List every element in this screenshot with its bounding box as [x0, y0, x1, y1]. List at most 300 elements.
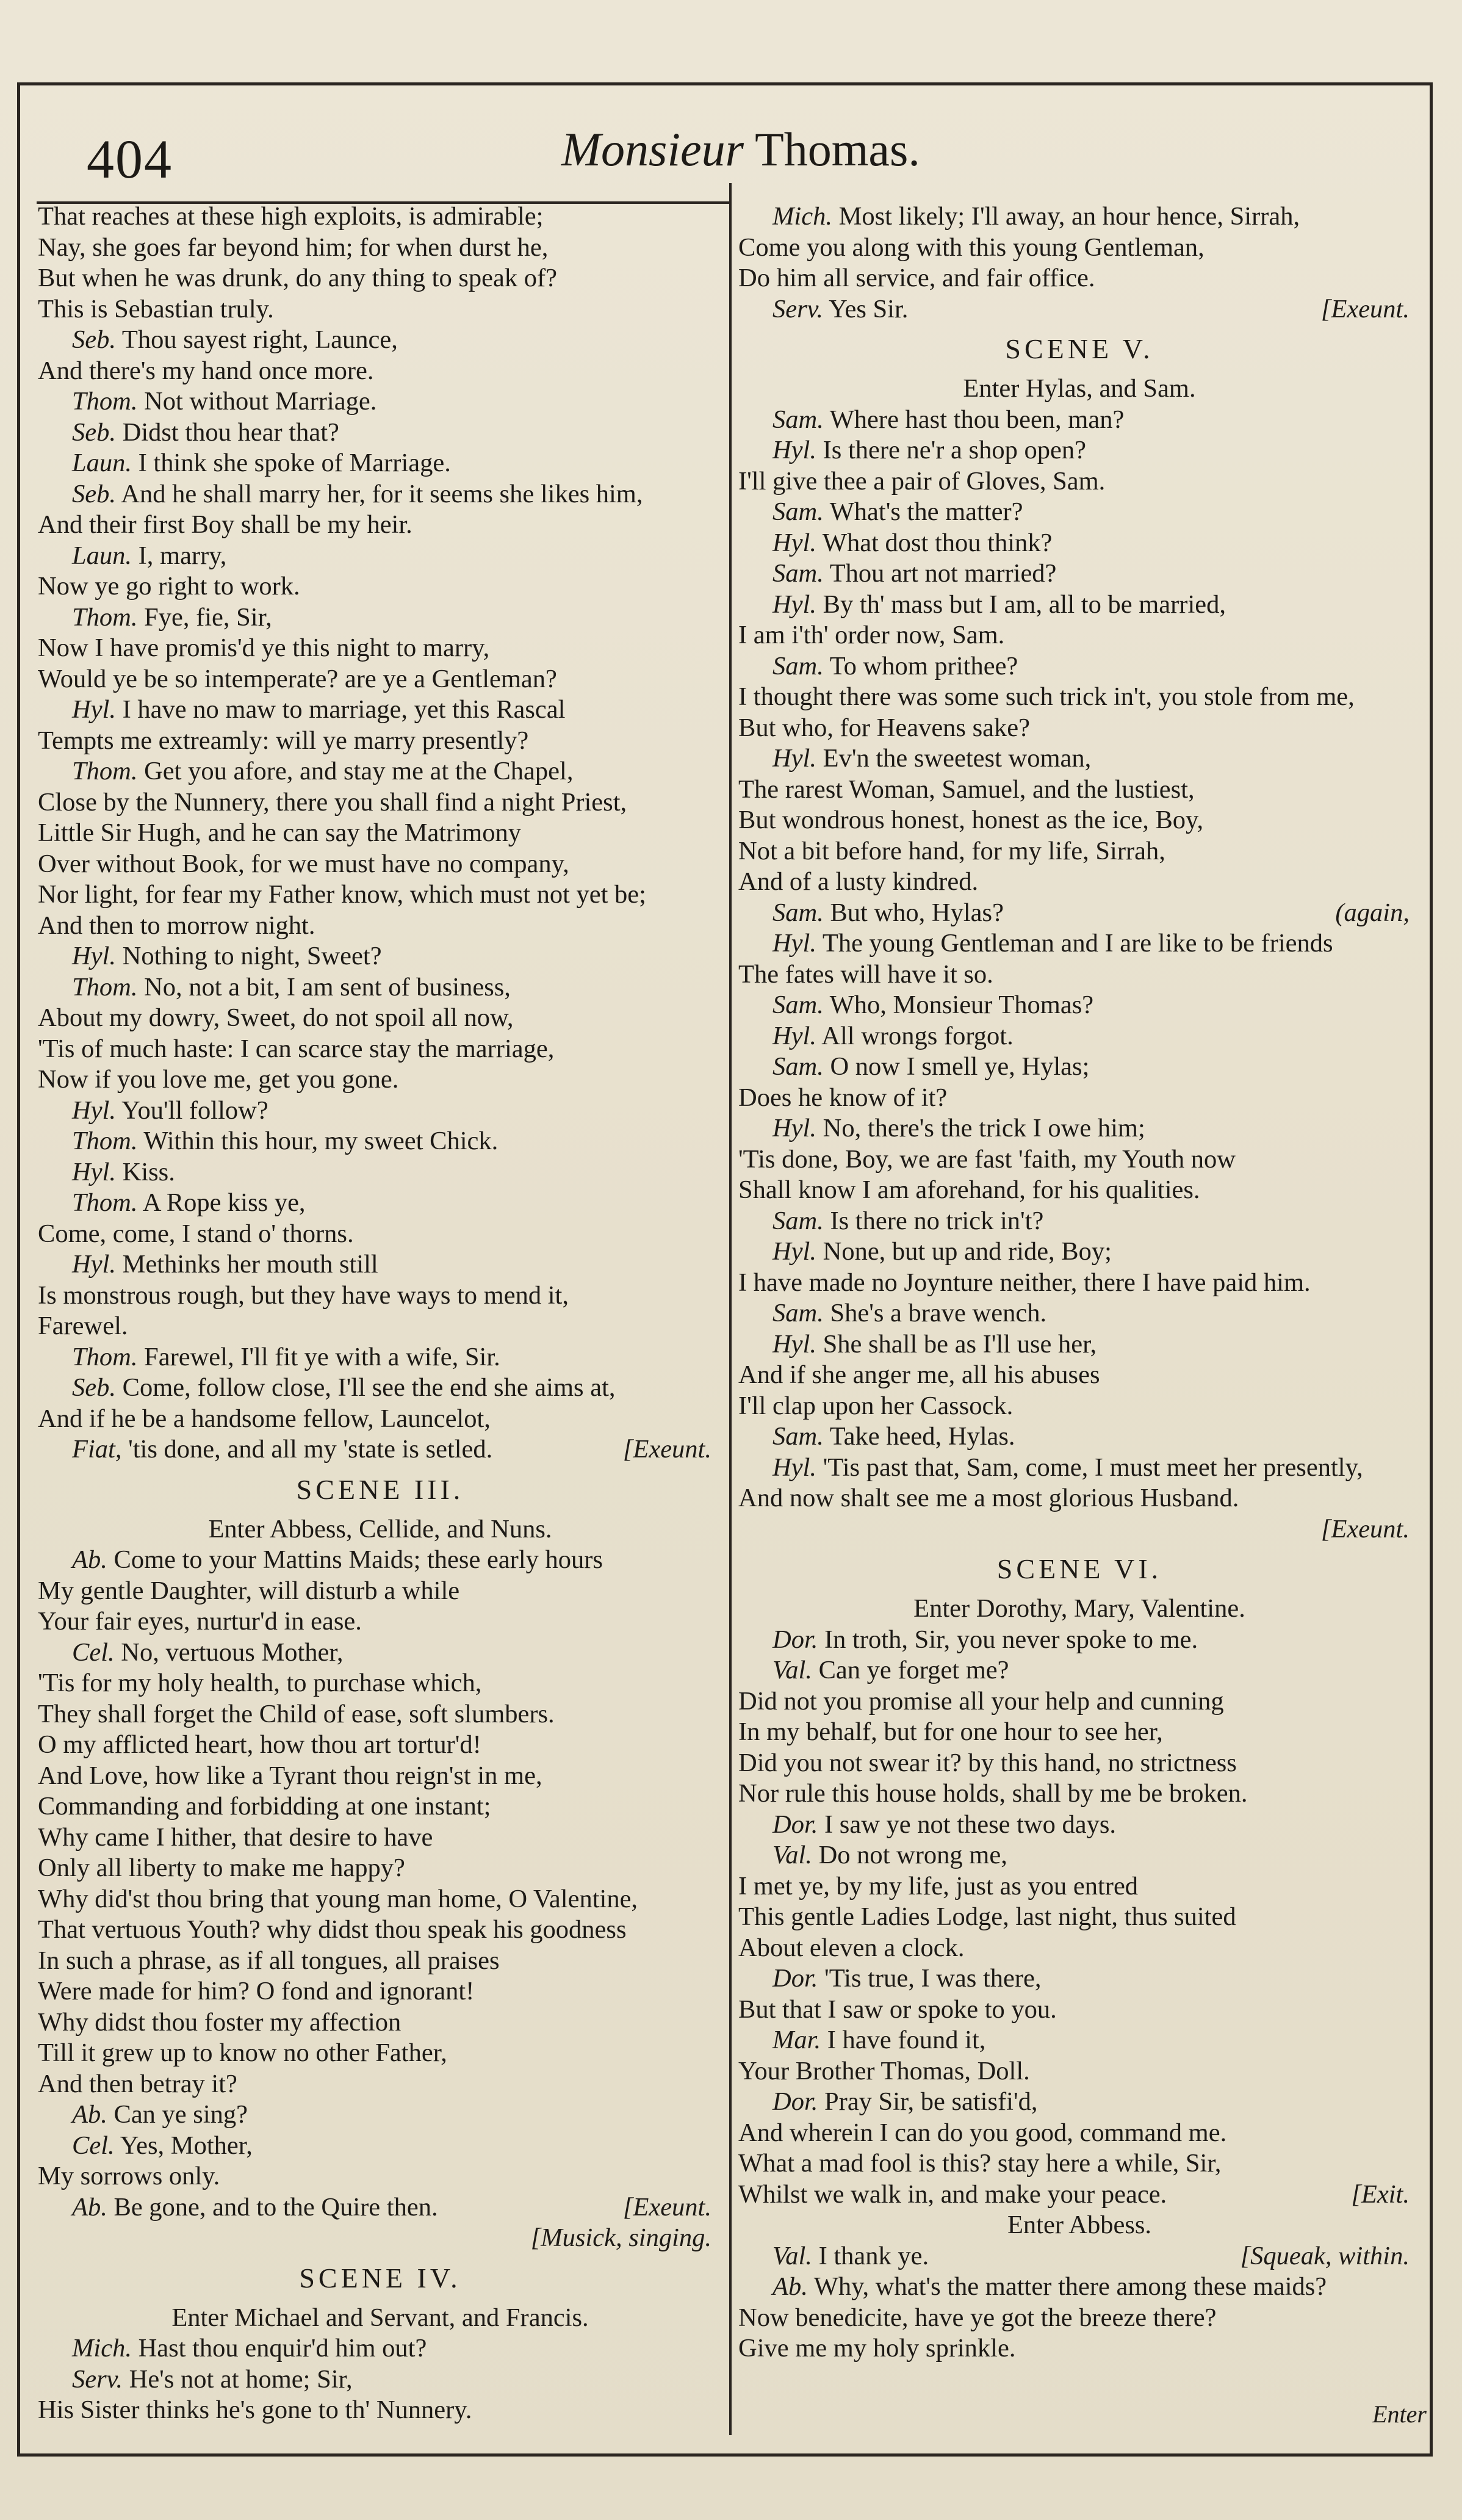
text-line — [38, 1404, 722, 1435]
line-text: Be gone, and to the Quire then. — [113, 2192, 438, 2222]
stage-direction-enter: Enter Dorothy, Mary, Valentine. — [913, 1594, 1245, 1623]
text-line — [738, 1483, 1421, 1514]
text-line — [38, 1545, 722, 1576]
text-line — [738, 1625, 1421, 1656]
page-header — [37, 116, 1403, 201]
line-text: Your Brother Thomas, Doll. — [738, 2056, 1030, 2085]
line-body — [38, 1607, 362, 1636]
text-line — [738, 1298, 1421, 1329]
speaker-name: Serv. — [72, 2364, 123, 2394]
line-body — [72, 2365, 353, 2394]
line-body — [38, 726, 528, 755]
speaker-name: Hyl. — [772, 590, 816, 619]
line-text: You'll follow? — [121, 1096, 268, 1125]
line-body — [38, 202, 543, 231]
line-body — [772, 497, 1023, 526]
text-line — [38, 1311, 722, 1342]
line-text: 'tis done, and all my 'state is setled. — [128, 1435, 493, 1464]
line-text: In such a phrase, as if all tongues, all praises — [38, 1946, 500, 1975]
text-line — [738, 1113, 1421, 1144]
line-body — [738, 713, 1030, 742]
line-text: Nor light, for fear my Father know, which must not yet be; — [38, 880, 646, 909]
text-line — [38, 1761, 722, 1792]
line-body — [38, 1281, 569, 1310]
line-body — [738, 1872, 1138, 1901]
text-line — [738, 836, 1421, 867]
line-body — [772, 2087, 1038, 2116]
line-body — [772, 1052, 1089, 1081]
line-body — [738, 960, 993, 989]
line-body — [772, 1453, 1363, 1482]
line-body — [738, 2118, 1226, 2147]
line-body — [738, 1933, 965, 1962]
speaker-name: Hyl. — [772, 1453, 816, 1482]
speaker-name: Hyl. — [72, 1157, 116, 1186]
line-text: A Rope kiss ye, — [142, 1188, 306, 1217]
line-text: And Love, how like a Tyrant thou reign'st in me, — [38, 1761, 542, 1790]
line-text: Does he know of it? — [738, 1083, 948, 1112]
speaker-name: Dor. — [772, 2087, 818, 2116]
line-body — [772, 1299, 1046, 1327]
text-line — [738, 435, 1421, 466]
line-text: What dost thou think? — [822, 528, 1053, 557]
line-text: Close by the Nunnery, there you shall find a night Priest, — [38, 787, 627, 817]
text-line — [738, 898, 1421, 929]
line-body — [772, 898, 1004, 929]
text-line — [738, 867, 1421, 898]
line-body — [738, 1083, 947, 1112]
line-text: Do not wrong me, — [818, 1841, 1007, 1869]
line-body — [72, 1434, 492, 1465]
line-text: Tempts me extreamly: will ye marry presently? — [38, 726, 529, 755]
line-body — [772, 1237, 1112, 1266]
line-text: Yes Sir. — [829, 294, 909, 323]
line-body — [772, 1422, 1015, 1451]
line-body — [38, 264, 557, 292]
scene-heading: SCENE III. — [296, 1473, 464, 1505]
line-text: Thou art not married? — [829, 559, 1057, 588]
speaker-name: Dor. — [772, 1625, 818, 1654]
line-text: And if he be a handsome fellow, Launcelot, — [38, 1404, 491, 1433]
line-body — [772, 2272, 1327, 2301]
line-text: O now I smell ye, Hylas; — [830, 1052, 1090, 1081]
line-text: None, but up and ride, Boy; — [823, 1237, 1112, 1266]
line-body — [772, 1964, 1042, 1993]
line-body — [72, 603, 272, 632]
line-text: What a mad fool is this? stay here a while, Sir, — [738, 2149, 1222, 2178]
text-line — [38, 1853, 722, 1884]
line-text: About eleven a clock. — [738, 1933, 965, 1962]
speaker-name: Sam. — [772, 1206, 824, 1235]
line-text: The young Gentleman and I are like to be friends — [822, 929, 1333, 958]
line-body — [38, 295, 274, 323]
line-text: His Sister thinks he's gone to th' Nunnery. — [38, 2395, 472, 2424]
text-line — [38, 325, 722, 356]
text-line — [38, 2192, 722, 2223]
text-line — [38, 756, 722, 787]
line-body — [38, 1034, 554, 1063]
text-line — [38, 1668, 722, 1699]
line-body — [738, 1749, 1237, 1777]
line-text: And he shall marry her, for it seems she likes him, — [121, 479, 643, 508]
line-text: I'll clap upon her Cassock. — [738, 1391, 1014, 1420]
text-line — [738, 959, 1421, 991]
text-line — [738, 1717, 1421, 1748]
line-text: This is Sebastian truly. — [38, 294, 274, 323]
text-line — [38, 2161, 722, 2192]
speaker-name: Cel. — [72, 1637, 115, 1667]
text-line — [38, 1637, 722, 1669]
speaker-name: Seb. — [72, 479, 116, 508]
text-line — [738, 1083, 1421, 1114]
text-line — [738, 1963, 1421, 1995]
line-body — [38, 2070, 237, 2098]
speaker-name: Hyl. — [772, 1021, 816, 1050]
line-text: Did you not swear it? by this hand, no strictness — [738, 1748, 1237, 1777]
line-body — [38, 634, 489, 662]
line-body — [772, 652, 1018, 681]
line-text: My sorrows only. — [38, 2162, 220, 2190]
text-line — [738, 1360, 1421, 1391]
line-text: Would ye be so intemperate? are ye a Gentleman? — [38, 664, 557, 693]
text-line — [38, 2395, 722, 2426]
line-text: I think she spoke of Marriage. — [138, 449, 451, 477]
line-body — [38, 1003, 514, 1032]
text-line — [738, 2179, 1421, 2211]
line-text: Most likely; I'll away, an hour hence, Sirrah, — [838, 202, 1300, 231]
text-line — [738, 1421, 1421, 1453]
text-line — [38, 479, 722, 510]
line-body — [38, 1700, 555, 1728]
line-body — [72, 541, 226, 570]
line-text: About my dowry, Sweet, do not spoil all now, — [38, 1003, 514, 1032]
line-body — [38, 233, 548, 262]
speaker-name: Seb. — [72, 417, 116, 447]
text-line — [38, 787, 722, 818]
line-body — [72, 1638, 344, 1667]
line-text: Now if you love me, get you gone. — [38, 1065, 399, 1094]
line-body — [38, 356, 374, 385]
line-text: Only all liberty to make me happy? — [38, 1854, 405, 1882]
line-body — [72, 325, 398, 354]
line-body — [772, 1810, 1116, 1839]
line-body — [72, 418, 339, 447]
speaker-name: Sam. — [772, 898, 824, 927]
text-line — [738, 263, 1421, 294]
line-text: Why didst thou foster my affection — [38, 2007, 402, 2037]
speaker-name: Ab. — [772, 2272, 808, 2301]
line-body — [72, 449, 451, 477]
text-line — [738, 294, 1421, 325]
speaker-name: Hyl. — [72, 942, 116, 970]
text-line — [38, 1434, 722, 1465]
speaker-name: Hyl. — [772, 1114, 816, 1143]
line-body — [38, 1977, 474, 2006]
line-text: They shall forget the Child of ease, soft slumbers. — [38, 1699, 555, 1728]
line-body — [738, 2149, 1221, 2178]
line-body — [72, 1343, 500, 1371]
speaker-name: Thom. — [72, 972, 138, 1002]
text-line — [738, 2303, 1421, 2334]
text-line — [38, 386, 722, 417]
speaker-name: Hyl. — [72, 1096, 116, 1125]
line-text: And of a lusty kindred. — [738, 867, 979, 896]
line-text: Do him all service, and fair office. — [738, 264, 1095, 292]
text-line — [738, 2272, 1421, 2303]
line-text: Now ye go right to work. — [38, 572, 300, 601]
text-line — [738, 528, 1421, 559]
line-body — [738, 1268, 1311, 1297]
line-body — [738, 1902, 1236, 1931]
text-line — [738, 805, 1421, 836]
text-line — [738, 2118, 1421, 2149]
line-text: By th' mass but I am, all to be married, — [823, 590, 1226, 619]
text-line — [738, 2148, 1421, 2179]
line-body — [38, 2395, 472, 2424]
stage-direction: [Exeunt. — [622, 1435, 711, 1464]
line-text: Come to your Mattins Maids; these early hours — [113, 1545, 603, 1574]
line-text: O my afflicted heart, how thou art tortur'd! — [38, 1730, 481, 1759]
line-text: My gentle Daughter, will disturb a while — [38, 1576, 460, 1605]
speaker-name: Sam. — [772, 991, 824, 1019]
line-body — [38, 1219, 354, 1248]
line-body — [738, 2179, 1167, 2211]
line-text: To whom prithee? — [829, 651, 1018, 681]
line-body — [738, 1484, 1239, 1512]
line-text: Did not you promise all your help and cunning — [738, 1686, 1224, 1716]
line-body — [738, 2334, 1015, 2363]
speaker-name: Thom. — [72, 1188, 138, 1217]
line-body — [772, 405, 1124, 434]
line-body — [772, 1841, 1007, 1869]
line-text: I have found it, — [827, 2026, 986, 2054]
speaker-name: Laun. — [72, 541, 132, 570]
text-line — [738, 1268, 1421, 1299]
line-text: No, not a bit, I am sent of business, — [144, 972, 511, 1002]
line-body — [772, 1022, 1014, 1050]
line-body — [772, 2241, 929, 2272]
text-line — [38, 2038, 722, 2069]
speaker-name: Sam. — [772, 1052, 824, 1081]
text-line — [38, 972, 722, 1003]
line-body — [772, 2026, 985, 2054]
text-line — [38, 1699, 722, 1730]
line-text: I, marry, — [138, 541, 227, 570]
line-body — [38, 665, 557, 693]
speaker-name: Cel. — [72, 2131, 115, 2160]
line-text: But when he was drunk, do any thing to speak of? — [38, 264, 558, 292]
text-line — [38, 1915, 722, 1946]
text-line — [738, 1748, 1421, 1779]
line-text: Is there no trick in't? — [830, 1206, 1044, 1235]
text-line — [38, 1606, 722, 1637]
line-body — [738, 1717, 1163, 1746]
line-body — [72, 2100, 248, 2129]
line-body — [72, 757, 573, 785]
line-text: I have no maw to marriage, yet this Rascal — [122, 695, 566, 724]
line-text: Nothing to night, Sweet? — [122, 942, 382, 970]
line-text: 'Tis true, I was there, — [824, 1964, 1042, 1993]
line-body — [738, 2057, 1030, 2085]
text-line — [738, 558, 1421, 590]
line-body — [38, 1823, 433, 1852]
speaker-name: Dor. — [772, 1810, 818, 1839]
text-line — [738, 233, 1421, 264]
line-text: And then to morrow night. — [38, 911, 315, 940]
text-line — [738, 590, 1421, 621]
speaker-name: Sam. — [772, 405, 824, 434]
speaker-name: Val. — [772, 1841, 812, 1869]
stage-direction-enter: Enter Abbess, Cellide, and Nuns. — [208, 1514, 552, 1543]
text-line — [38, 849, 722, 880]
text-line — [738, 2025, 1421, 2056]
speaker-name: Hyl. — [772, 744, 816, 773]
text-line — [738, 1206, 1421, 1237]
line-text: Were made for him? O fond and ignorant! — [38, 1977, 475, 2006]
text-line — [738, 2241, 1421, 2272]
text-line — [38, 294, 722, 325]
text-line — [38, 2364, 722, 2395]
line-body — [72, 1250, 378, 1279]
speaker-name: Mar. — [772, 2026, 821, 2054]
speaker-name: Seb. — [72, 1373, 116, 1402]
line-text: He's not at home; Sir, — [129, 2364, 353, 2394]
line-text: Can ye sing? — [113, 2100, 248, 2129]
text-line — [738, 1021, 1421, 1052]
line-body — [738, 1392, 1013, 1420]
line-body — [738, 1360, 1100, 1389]
line-text: The fates will have it so. — [738, 959, 993, 989]
line-text: But wondrous honest, honest as the ice, Boy, — [738, 806, 1204, 834]
text-line — [38, 417, 722, 449]
line-body — [772, 929, 1333, 958]
running-title — [561, 122, 920, 177]
line-body — [772, 202, 1300, 231]
line-body — [738, 233, 1205, 262]
line-body — [738, 1779, 1248, 1808]
speaker-name: Hyl. — [772, 1329, 816, 1359]
speaker-name: Thom. — [72, 1342, 138, 1371]
line-text: Farewel. — [38, 1312, 128, 1340]
line-body — [738, 837, 1165, 865]
speaker-name: Ab. — [72, 2100, 107, 2129]
text-line — [738, 682, 1421, 713]
text-line — [38, 571, 722, 602]
line-body — [738, 775, 1195, 804]
line-body — [38, 1915, 627, 1944]
line-text: I am i'th' order now, Sam. — [738, 621, 1005, 649]
text-line — [38, 2099, 722, 2131]
line-text: But that I saw or spoke to you. — [738, 1995, 1057, 2024]
line-body — [38, 1885, 638, 1913]
right-column — [738, 201, 1421, 2435]
text-line — [38, 1096, 722, 1127]
line-text: She shall be as I'll use her, — [823, 1329, 1097, 1359]
speaker-name: Fiat, — [72, 1435, 122, 1464]
stage-direction: [Exeunt. — [1320, 1514, 1410, 1543]
line-body — [38, 1312, 128, 1340]
text-line — [738, 1933, 1421, 1964]
line-text: Is there ne'r a shop open? — [823, 436, 1086, 464]
line-text: Why did'st thou bring that young man home, O Valentine, — [38, 1884, 638, 1913]
line-body — [772, 1207, 1043, 1235]
text-line — [38, 541, 722, 572]
line-body — [738, 806, 1203, 834]
text-line — [38, 1188, 722, 1219]
line-body — [738, 867, 978, 896]
line-text: Pray Sir, be satisfi'd, — [824, 2087, 1038, 2116]
text-line — [38, 1976, 722, 2007]
text-line — [738, 2333, 1421, 2364]
line-text: I thought there was some such trick in't, you stole from me, — [738, 682, 1355, 711]
line-text: Yes, Mother, — [120, 2131, 253, 2160]
line-body — [38, 1946, 500, 1975]
line-body — [738, 682, 1355, 711]
text-line — [38, 1822, 722, 1854]
text-line — [38, 2069, 722, 2100]
line-text: What's the matter? — [829, 497, 1023, 526]
speaker-name: Sam. — [772, 651, 824, 681]
text-line — [738, 1871, 1421, 1902]
line-text: But who, Hylas? — [830, 898, 1004, 927]
stage-direction: [Exit. — [1351, 2179, 1410, 2209]
line-body — [738, 621, 1004, 649]
text-line — [738, 1840, 1421, 1871]
scene-heading: SCENE V. — [1005, 333, 1154, 364]
line-body — [72, 973, 511, 1002]
line-text: And wherein I can do you good, command me. — [738, 2118, 1227, 2147]
text-line — [738, 928, 1421, 959]
text-line — [738, 497, 1421, 528]
text-line — [738, 2056, 1421, 2087]
speaker-name: Ab. — [72, 1545, 107, 1574]
line-body — [38, 911, 315, 940]
line-body — [72, 2131, 253, 2160]
line-text: Methinks her mouth still — [122, 1250, 378, 1279]
page-number: 404 — [87, 129, 173, 190]
text-line — [738, 1052, 1421, 1083]
line-text: Come, come, I stand o' thorns. — [38, 1219, 354, 1248]
stage-direction: [Exeunt. — [1320, 294, 1410, 323]
text-line — [738, 1175, 1421, 1206]
line-body — [38, 1792, 491, 1821]
line-text: Not a bit before hand, for my life, Sirrah, — [738, 836, 1165, 865]
line-text: Within this hour, my sweet Chick. — [143, 1127, 499, 1155]
scene-heading: SCENE IV. — [299, 2262, 461, 2294]
line-body — [72, 1373, 616, 1402]
text-line — [738, 651, 1421, 682]
line-body — [38, 880, 646, 909]
line-text: No, there's the trick I owe him; — [823, 1114, 1145, 1143]
text-line — [38, 1157, 722, 1188]
line-body — [72, 2334, 427, 2363]
text-line — [38, 1884, 722, 1915]
speaker-name: Serv. — [772, 294, 823, 323]
line-body — [72, 2192, 438, 2223]
line-body — [738, 2303, 1217, 2332]
text-line — [738, 1810, 1421, 1841]
line-text: Ev'n the sweetest woman, — [823, 744, 1092, 773]
speaker-name: Seb. — [72, 325, 116, 354]
text-line — [38, 695, 722, 726]
text-line — [38, 356, 722, 387]
line-body — [38, 788, 627, 817]
line-text: Now I have promis'd ye this night to marry, — [38, 634, 490, 662]
speaker-name: Thom. — [72, 1127, 138, 1155]
stage-direction: (again, — [1335, 898, 1410, 927]
stage-direction: [Musick, singing. — [530, 2223, 711, 2252]
text-line — [738, 405, 1421, 436]
